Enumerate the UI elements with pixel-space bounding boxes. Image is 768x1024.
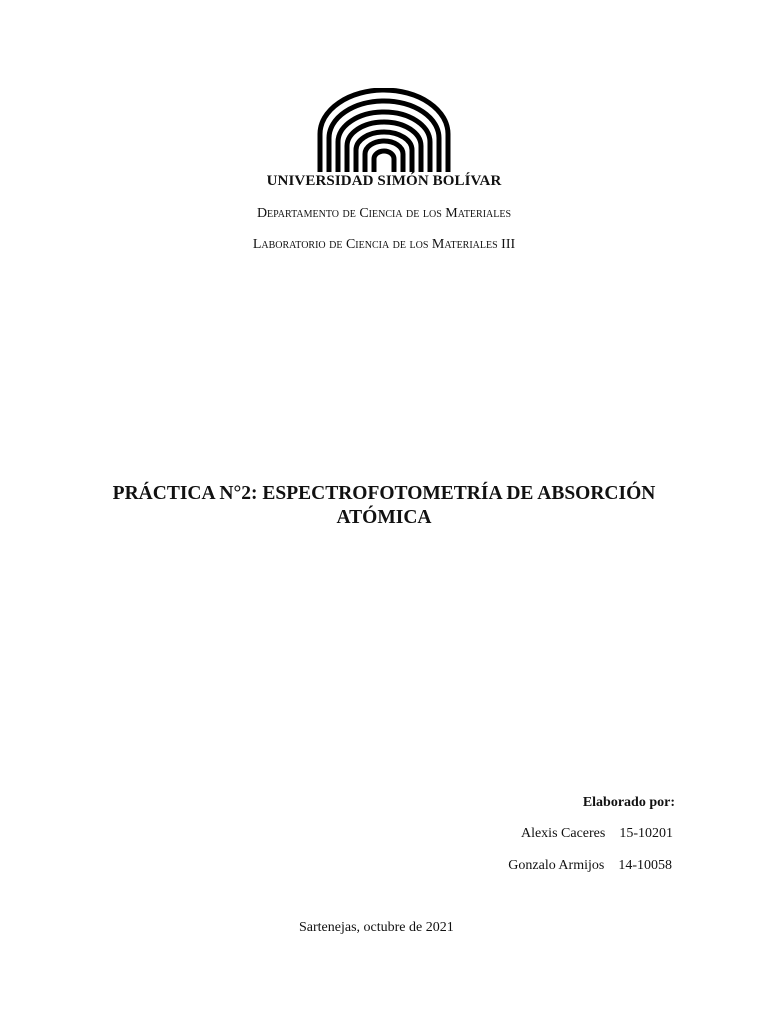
author-name: Gonzalo Armijos [508, 858, 605, 873]
university-name: UNIVERSIDAD SIMÓN BOLÍVAR [266, 173, 502, 189]
authors-heading: Elaborado por: [582, 795, 675, 810]
author-id: 15-10201 [619, 826, 673, 841]
title-line-2: ATÓMICA [336, 507, 432, 528]
author-row [521, 826, 673, 842]
author-id: 14-10058 [618, 858, 672, 873]
laboratory-name: Laboratorio de Ciencia de los Materiales III [252, 237, 516, 252]
title-line-1: PRÁCTICA N°2: ESPECTROFOTOMETRÍA DE ABSORCIÓN [112, 483, 656, 504]
place-date: Sartenejas, octubre de 2021 [299, 920, 454, 935]
author-row [508, 858, 672, 874]
document-title [0, 482, 768, 530]
department-name: Departamento de Ciencia de los Materiales [256, 206, 512, 221]
university-logo [312, 82, 456, 174]
author-name: Alexis Caceres [520, 826, 606, 841]
